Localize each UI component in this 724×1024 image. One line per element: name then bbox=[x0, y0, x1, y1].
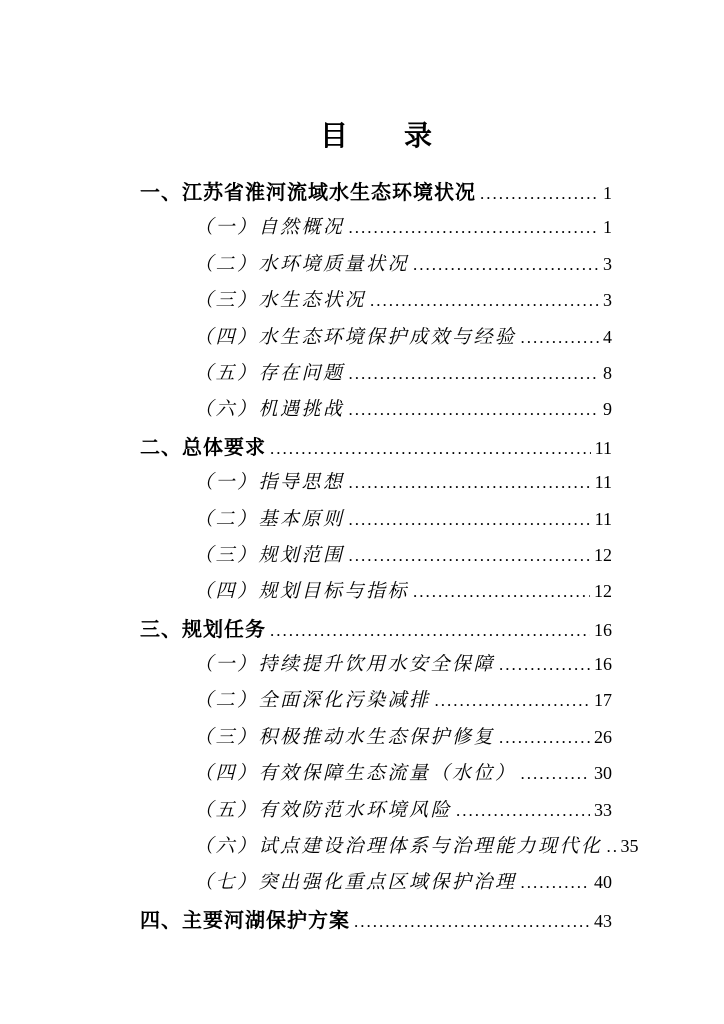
toc-entry bbox=[140, 358, 612, 394]
toc-leader-dots bbox=[270, 621, 590, 641]
toc-leader-dots bbox=[499, 655, 590, 675]
toc-entry-label: （四）规划目标与指标 bbox=[194, 580, 410, 603]
toc-leader-dots bbox=[413, 255, 599, 275]
toc-entry-page: 3 bbox=[603, 290, 612, 311]
toc-entry-label: 三、规划任务 bbox=[140, 618, 266, 641]
toc-entry-label: 一、江苏省淮河流域水生态环境状况 bbox=[140, 182, 476, 204]
toc-entry bbox=[140, 467, 612, 503]
toc-leader-dots bbox=[370, 291, 599, 311]
toc-entry-page: 16 bbox=[594, 619, 612, 640]
toc-entry-page: 43 bbox=[594, 910, 612, 931]
page-title: 目 录 bbox=[319, 120, 432, 151]
toc-entry-label: 四、主要河湖保护方案 bbox=[140, 909, 350, 932]
toc-leader-dots bbox=[521, 764, 590, 784]
toc-entry-page: 8 bbox=[603, 362, 612, 383]
toc-entry bbox=[140, 212, 612, 248]
toc-entry-label: （二）全面深化污染减排 bbox=[194, 689, 431, 712]
toc-entry-label: （六）机遇挑战 bbox=[194, 398, 345, 421]
toc-entry bbox=[140, 540, 612, 576]
toc-leader-dots bbox=[521, 328, 599, 348]
toc-entry bbox=[140, 322, 612, 358]
toc-entry-label: （三）规划范围 bbox=[194, 543, 345, 566]
toc-entry-label: （七）突出强化重点区域保护治理 bbox=[194, 871, 517, 894]
toc-entry-label: （三）积极推动水生态保护修复 bbox=[194, 725, 496, 748]
toc-list bbox=[140, 176, 639, 940]
toc-entry-label: （一）持续提升饮用水安全保障 bbox=[194, 653, 496, 676]
toc-entry-page: 4 bbox=[603, 326, 612, 347]
toc-entry bbox=[140, 613, 612, 649]
toc-entry-label: （三）水生态状况 bbox=[194, 289, 367, 312]
toc-entry-label: （二）水环境质量状况 bbox=[194, 252, 410, 275]
toc-entry bbox=[140, 685, 612, 721]
toc-entry-page: 26 bbox=[594, 726, 612, 747]
toc-entry bbox=[140, 431, 612, 467]
toc-leader-dots bbox=[349, 400, 599, 420]
toc-entry bbox=[140, 795, 612, 831]
toc-entry-page: 12 bbox=[594, 581, 612, 602]
toc-entry-page: 3 bbox=[603, 253, 612, 274]
toc-entry-page: 11 bbox=[594, 472, 612, 493]
toc-entry-page: 30 bbox=[594, 763, 612, 784]
toc-entry-page: 17 bbox=[594, 690, 612, 711]
toc-leader-dots bbox=[349, 510, 591, 530]
toc-entry-label: （四）水生态环境保护成效与经验 bbox=[194, 325, 517, 348]
toc-entry bbox=[140, 867, 612, 903]
toc-entry bbox=[140, 722, 612, 758]
toc-entry bbox=[140, 576, 612, 612]
toc-entry-label: （一）自然概况 bbox=[194, 216, 345, 239]
toc-entry-page: 11 bbox=[594, 437, 612, 458]
toc-entry bbox=[140, 176, 612, 212]
toc-leader-dots bbox=[413, 582, 590, 602]
toc-leader-dots bbox=[521, 873, 590, 893]
toc-entry-page: 16 bbox=[594, 654, 612, 675]
toc-leader-dots bbox=[349, 546, 590, 566]
toc-leader-dots bbox=[607, 837, 617, 857]
toc-leader-dots bbox=[349, 473, 591, 493]
toc-entry-page: 35 bbox=[620, 836, 639, 857]
toc-leader-dots bbox=[435, 691, 590, 711]
toc-entry bbox=[140, 831, 639, 867]
toc-entry bbox=[140, 649, 612, 685]
toc-entry-page: 1 bbox=[603, 183, 612, 203]
toc-entry bbox=[140, 504, 612, 540]
toc-leader-dots bbox=[499, 728, 590, 748]
toc-entry-label: （五）存在问题 bbox=[194, 361, 345, 384]
toc-entry-page: 9 bbox=[603, 399, 612, 420]
toc-entry-label: （四）有效保障生态流量（水位） bbox=[194, 762, 517, 785]
toc-entry-page: 1 bbox=[603, 217, 612, 238]
toc-entry-page: 11 bbox=[594, 508, 612, 529]
toc-entry-page: 40 bbox=[594, 872, 612, 893]
toc-entry-label: （六）试点建设治理体系与治理能力现代化 bbox=[194, 835, 603, 858]
toc-leader-dots bbox=[456, 801, 590, 821]
toc-entry bbox=[140, 758, 612, 794]
toc-entry bbox=[140, 904, 612, 940]
toc-leader-dots bbox=[349, 364, 599, 384]
toc-leader-dots bbox=[270, 439, 591, 459]
toc-entry-label: 二、总体要求 bbox=[140, 436, 266, 459]
toc-leader-dots bbox=[349, 218, 599, 238]
toc-entry-label: （五）有效防范水环境风险 bbox=[194, 798, 453, 821]
toc-entry bbox=[140, 285, 612, 321]
toc-entry-page: 33 bbox=[594, 799, 612, 820]
toc-entry-page: 12 bbox=[594, 544, 612, 565]
toc-entry-label: （二）基本原则 bbox=[194, 507, 345, 530]
toc-entry bbox=[140, 394, 612, 430]
toc-leader-dots bbox=[480, 184, 599, 204]
toc-entry-label: （一）指导思想 bbox=[194, 471, 345, 494]
toc-entry bbox=[140, 249, 612, 285]
toc-leader-dots bbox=[354, 912, 590, 932]
